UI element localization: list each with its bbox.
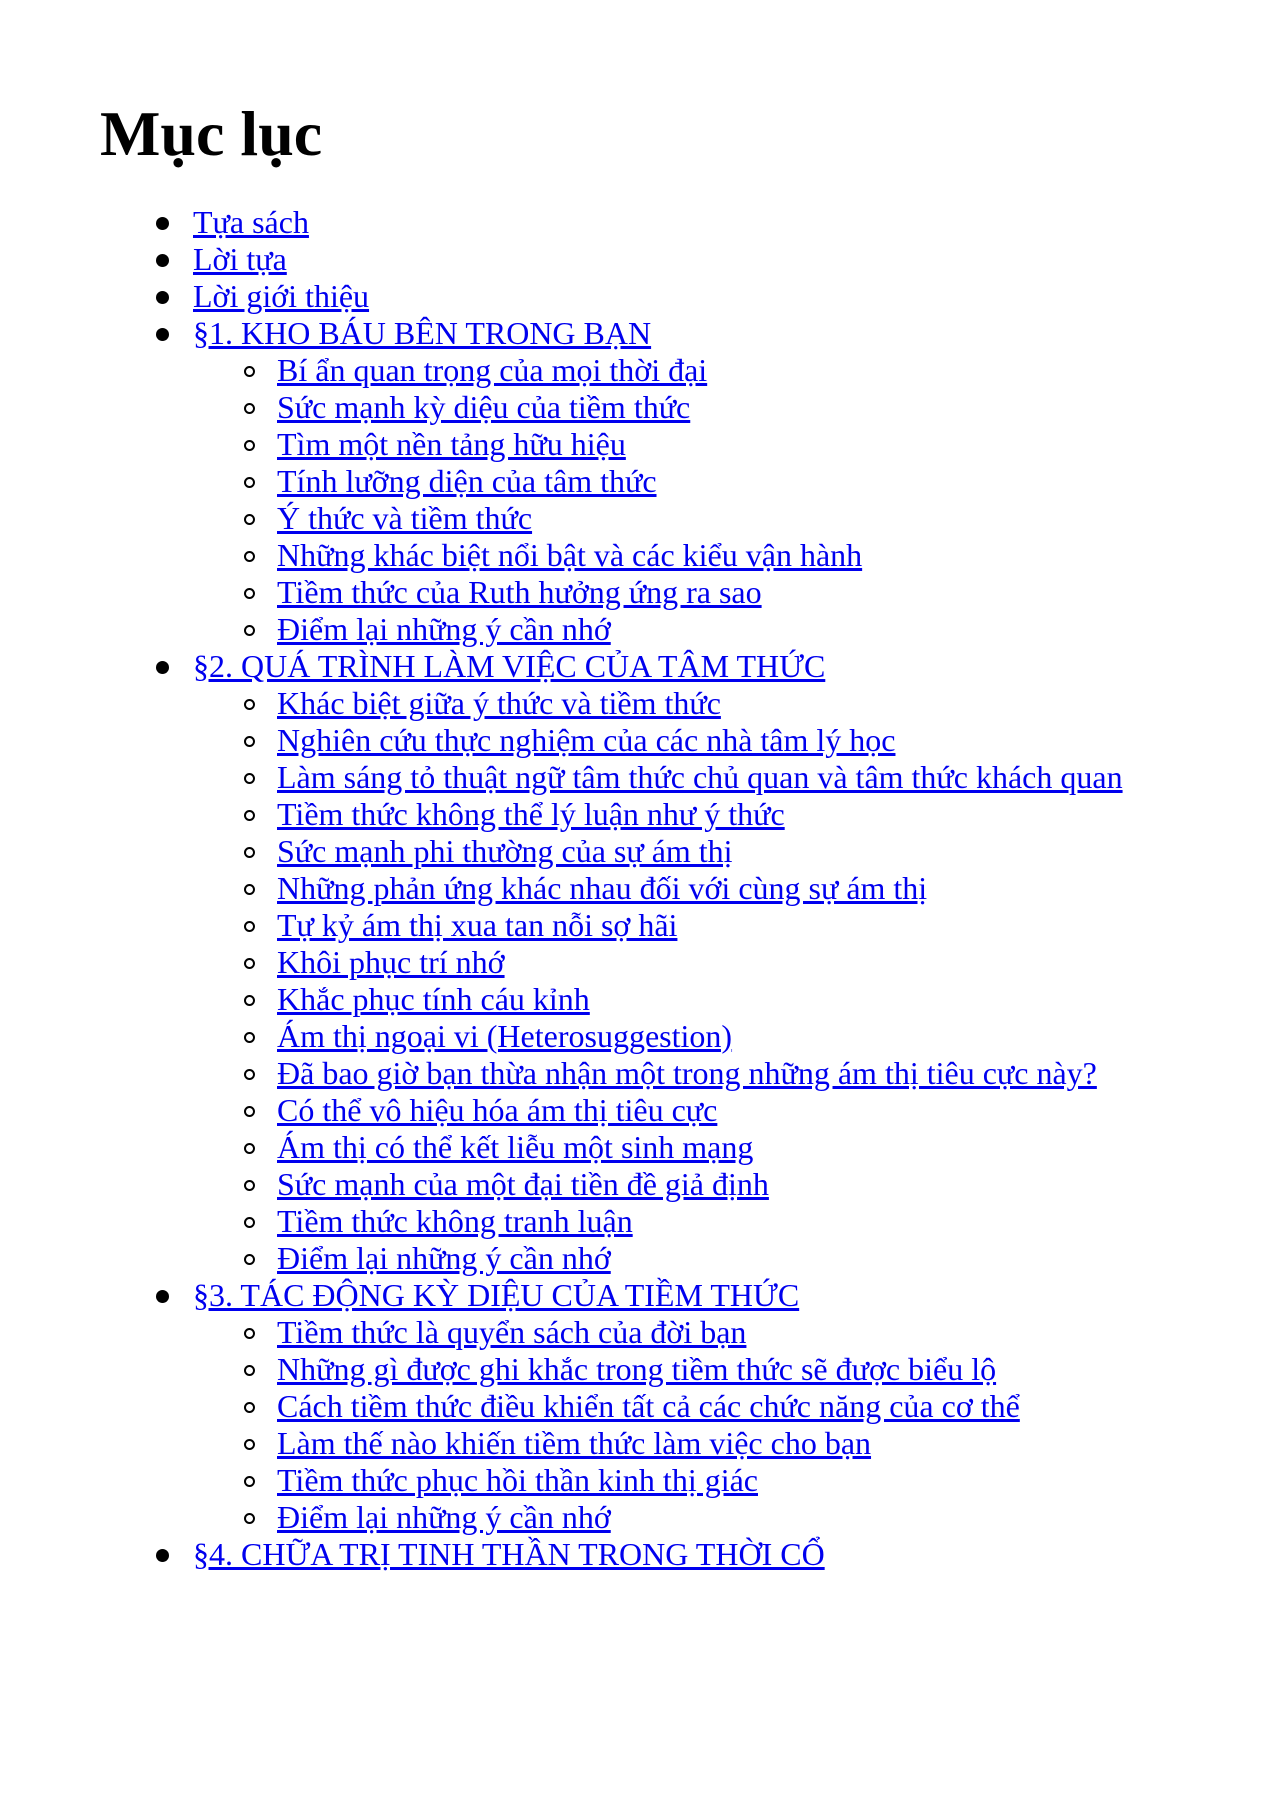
- toc-subitem: [277, 1425, 1177, 1462]
- circle-bullet-icon: [244, 1513, 255, 1524]
- toc-subitem: [277, 611, 1177, 648]
- toc-subitem: [277, 537, 1177, 574]
- toc-link[interactable]: Tựa sách: [193, 203, 309, 240]
- toc-link[interactable]: Những phản ứng khác nhau đối với cùng sự ám thị: [277, 869, 928, 906]
- toc-link[interactable]: Làm sáng tỏ thuật ngữ tâm thức chủ quan và tâm thức khách quan: [277, 758, 1123, 795]
- toc-list-level1: [100, 204, 1177, 1573]
- toc-link[interactable]: Tiềm thức phục hồi thần kinh thị giác: [277, 1461, 758, 1498]
- toc-link[interactable]: Sức mạnh kỳ diệu của tiềm thức: [277, 388, 691, 425]
- circle-bullet-icon: [244, 810, 255, 821]
- toc-link[interactable]: Có thể vô hiệu hóa ám thị tiêu cực: [277, 1091, 718, 1128]
- toc-subitem: [277, 1499, 1177, 1536]
- toc-subitem: [277, 1129, 1177, 1166]
- toc-subitem: [277, 1462, 1177, 1499]
- toc-item: [193, 648, 1177, 1277]
- toc-item: [193, 315, 1177, 648]
- toc-link[interactable]: Ám thị ngoại vi (Heterosuggestion): [277, 1017, 733, 1054]
- circle-bullet-icon: [244, 736, 255, 747]
- toc-item: [193, 278, 1177, 315]
- toc-link[interactable]: Điểm lại những ý cần nhớ: [277, 1239, 611, 1276]
- toc-list-level2: [193, 685, 1177, 1277]
- toc-link[interactable]: §2. QUÁ TRÌNH LÀM VIỆC CỦA TÂM THỨC: [193, 647, 826, 684]
- disc-bullet-icon: [156, 1549, 169, 1562]
- disc-bullet-icon: [156, 328, 169, 341]
- toc-link[interactable]: Những khác biệt nổi bật và các kiểu vận hành: [277, 536, 863, 573]
- circle-bullet-icon: [244, 1032, 255, 1043]
- toc-link[interactable]: Ý thức và tiềm thức: [277, 499, 533, 536]
- toc-subitem: [277, 1203, 1177, 1240]
- circle-bullet-icon: [244, 699, 255, 710]
- toc-subitem: [277, 796, 1177, 833]
- toc-subitem: [277, 426, 1177, 463]
- page-title: Mục lục: [100, 98, 323, 169]
- toc-link[interactable]: Điểm lại những ý cần nhớ: [277, 610, 611, 647]
- toc-link[interactable]: Tính lưỡng diện của tâm thức: [277, 462, 657, 499]
- circle-bullet-icon: [244, 1217, 255, 1228]
- toc-link[interactable]: Bí ẩn quan trọng của mọi thời đại: [277, 351, 708, 388]
- disc-bullet-icon: [156, 254, 169, 267]
- toc-link[interactable]: §1. KHO BÁU BÊN TRONG BẠN: [193, 314, 652, 351]
- toc-link[interactable]: Đã bao giờ bạn thừa nhận một trong những ám thị tiêu cực này?: [277, 1054, 1097, 1091]
- toc-item: [193, 241, 1177, 278]
- circle-bullet-icon: [244, 884, 255, 895]
- circle-bullet-icon: [244, 1254, 255, 1265]
- circle-bullet-icon: [244, 477, 255, 488]
- disc-bullet-icon: [156, 217, 169, 230]
- circle-bullet-icon: [244, 551, 255, 562]
- toc-subitem: [277, 352, 1177, 389]
- circle-bullet-icon: [244, 1365, 255, 1376]
- toc-link[interactable]: Tiềm thức của Ruth hưởng ứng ra sao: [277, 573, 762, 610]
- toc-link[interactable]: Tiềm thức là quyển sách của đời bạn: [277, 1313, 747, 1350]
- toc-link[interactable]: Khắc phục tính cáu kỉnh: [277, 980, 590, 1017]
- circle-bullet-icon: [244, 366, 255, 377]
- toc-link[interactable]: Tiềm thức không thể lý luận như ý thức: [277, 795, 785, 832]
- toc-link[interactable]: Tiềm thức không tranh luận: [277, 1202, 633, 1239]
- circle-bullet-icon: [244, 773, 255, 784]
- toc-link[interactable]: Nghiên cứu thực nghiệm của các nhà tâm lý học: [277, 721, 896, 758]
- toc-subitem: [277, 1018, 1177, 1055]
- toc-subitem: [277, 981, 1177, 1018]
- circle-bullet-icon: [244, 514, 255, 525]
- circle-bullet-icon: [244, 847, 255, 858]
- circle-bullet-icon: [244, 403, 255, 414]
- toc-subitem: [277, 1388, 1177, 1425]
- toc-link[interactable]: Làm thế nào khiến tiềm thức làm việc cho bạn: [277, 1424, 872, 1461]
- toc-subitem: [277, 463, 1177, 500]
- circle-bullet-icon: [244, 995, 255, 1006]
- toc-link[interactable]: Những gì được ghi khắc trong tiềm thức sẽ được biểu lộ: [277, 1350, 997, 1387]
- toc-link[interactable]: Cách tiềm thức điều khiển tất cả các chức năng của cơ thể: [277, 1387, 1020, 1424]
- toc-subitem: [277, 722, 1177, 759]
- toc-link[interactable]: Ám thị có thể kết liễu một sinh mạng: [277, 1128, 754, 1165]
- toc-list-level2: [193, 352, 1177, 648]
- toc-container: [100, 204, 1177, 1573]
- circle-bullet-icon: [244, 1106, 255, 1117]
- toc-link[interactable]: Lời giới thiệu: [193, 277, 370, 314]
- toc-subitem: [277, 1055, 1177, 1092]
- circle-bullet-icon: [244, 1328, 255, 1339]
- toc-subitem: [277, 1314, 1177, 1351]
- toc-subitem: [277, 759, 1177, 796]
- toc-subitem: [277, 389, 1177, 426]
- toc-subitem: [277, 574, 1177, 611]
- toc-link[interactable]: Lời tựa: [193, 240, 287, 277]
- toc-item: [193, 204, 1177, 241]
- toc-link[interactable]: Khôi phục trí nhớ: [277, 943, 505, 980]
- circle-bullet-icon: [244, 958, 255, 969]
- circle-bullet-icon: [244, 1439, 255, 1450]
- circle-bullet-icon: [244, 588, 255, 599]
- toc-subitem: [277, 1240, 1177, 1277]
- toc-subitem: [277, 1166, 1177, 1203]
- circle-bullet-icon: [244, 1402, 255, 1413]
- toc-link[interactable]: Sức mạnh của một đại tiền đề giả định: [277, 1165, 769, 1202]
- toc-subitem: [277, 870, 1177, 907]
- circle-bullet-icon: [244, 1069, 255, 1080]
- toc-subitem: [277, 833, 1177, 870]
- circle-bullet-icon: [244, 440, 255, 451]
- toc-link[interactable]: §3. TÁC ĐỘNG KỲ DIỆU CỦA TIỀM THỨC: [193, 1276, 800, 1313]
- toc-link[interactable]: Khác biệt giữa ý thức và tiềm thức: [277, 684, 721, 721]
- disc-bullet-icon: [156, 291, 169, 304]
- toc-item: [193, 1536, 1177, 1573]
- toc-subitem: [277, 907, 1177, 944]
- toc-subitem: [277, 1351, 1177, 1388]
- toc-subitem: [277, 1092, 1177, 1129]
- toc-link[interactable]: Điểm lại những ý cần nhớ: [277, 1498, 611, 1535]
- toc-link[interactable]: Sức mạnh phi thường của sự ám thị: [277, 832, 733, 869]
- toc-link[interactable]: §4. CHỮA TRỊ TINH THẦN TRONG THỜI CỔ: [193, 1535, 825, 1572]
- toc-subitem: [277, 685, 1177, 722]
- toc-subitem: [277, 944, 1177, 981]
- disc-bullet-icon: [156, 661, 169, 674]
- disc-bullet-icon: [156, 1290, 169, 1303]
- toc-link[interactable]: Tìm một nền tảng hữu hiệu: [277, 425, 626, 462]
- toc-item: [193, 1277, 1177, 1536]
- circle-bullet-icon: [244, 625, 255, 636]
- toc-subitem: [277, 500, 1177, 537]
- circle-bullet-icon: [244, 1476, 255, 1487]
- circle-bullet-icon: [244, 1143, 255, 1154]
- circle-bullet-icon: [244, 1180, 255, 1191]
- toc-link[interactable]: Tự kỷ ám thị xua tan nỗi sợ hãi: [277, 906, 678, 943]
- toc-list-level2: [193, 1314, 1177, 1536]
- circle-bullet-icon: [244, 921, 255, 932]
